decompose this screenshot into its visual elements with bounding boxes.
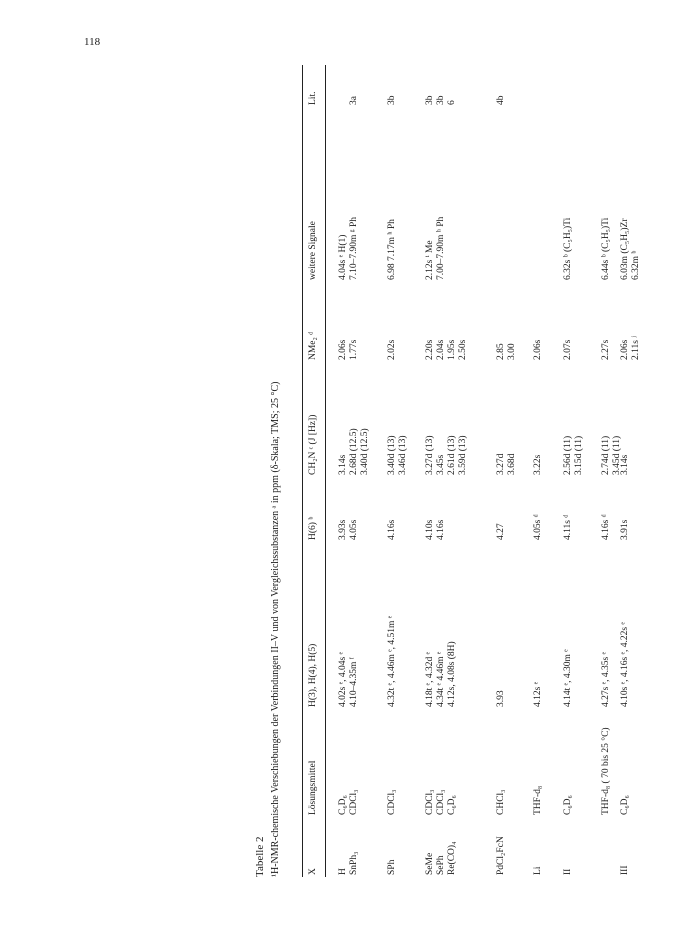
row-10-other [601, 218, 612, 280]
table-cell: 4.16s [436, 519, 446, 540]
table-cell: 3.00 [507, 343, 517, 360]
table-cell: 6 [447, 100, 457, 105]
row-6-lit [447, 100, 458, 105]
row-9-x [563, 869, 574, 875]
page-number: 118 [84, 36, 101, 48]
row-5-solvent [436, 790, 447, 816]
table-cell: 2.61d (13) [447, 435, 457, 475]
table-cell: 6.44s ᵇ (C₅H₅)Ti [601, 217, 611, 280]
header-ch2n: CH₂N ᶜ (J [Hz]) [308, 414, 318, 475]
table-cell: 4.18t ᵉ, 4.32d ᵉ [425, 651, 435, 707]
table-cell: 2.20s [425, 339, 435, 360]
table-cell: 2.06s [338, 339, 348, 360]
table-cell: 2.04s [436, 339, 446, 360]
header-h345: H(3), H(4), H(5) [308, 643, 318, 707]
row-11-nme2 [620, 336, 642, 360]
row-3-lit [387, 96, 398, 106]
table-cell: 3.40d (13) [387, 435, 397, 475]
table-cell: 3.93s [338, 519, 348, 540]
table-cell: PdCl₂FcN [496, 836, 506, 875]
table-title: Tabelle 2 [254, 836, 266, 877]
table-cell: SePh [436, 855, 446, 875]
row-8-solvent [533, 786, 544, 815]
table-cell: SnPh₃ [349, 851, 359, 875]
table-cell: CDCl₃ [436, 789, 446, 815]
table-cell: 3.14s [338, 454, 348, 475]
table-cell: H [338, 868, 348, 875]
table-cell: 3.59d (13) [458, 435, 468, 475]
table-cell: 3.93 [496, 690, 506, 707]
table-cell: 4.12s ᵉ [533, 681, 543, 707]
table-cell: 2.07s [563, 339, 573, 360]
table-cell: C₆D₆ [338, 795, 348, 815]
row-5-ch2n [436, 455, 447, 475]
table-cell: 3.91s [620, 519, 630, 540]
row-9-h6 [563, 515, 574, 540]
row-8-h6 [533, 514, 544, 540]
table-cell: 6.98 7.17m ʰ Ph [387, 219, 397, 280]
table-cell: 4.12s, 4.08s (8H) [447, 641, 457, 707]
row-8-x [533, 867, 544, 875]
row-7-h345 [496, 690, 507, 707]
table-cell: 3b [425, 95, 435, 105]
table-cell: 3b [387, 95, 397, 105]
row-10-h345 [601, 652, 612, 707]
table-cell: 4.34t ᵉ 4.46m ᵉ [436, 651, 446, 707]
row-9-ch2n [563, 436, 585, 475]
row-5-other [436, 217, 447, 280]
row-3-ch2n [387, 435, 409, 475]
table-cell: II [563, 868, 573, 875]
row-4-solvent [425, 790, 436, 816]
header-x: X [308, 868, 318, 875]
table-cell: 3.45s [436, 454, 446, 475]
row-3-h345 [387, 616, 398, 707]
header-other: weitere Signale [308, 221, 318, 280]
table-cell: 4.27s ᵉ, 4.35s ᵉ [601, 651, 611, 707]
row-1-ch2n [338, 455, 349, 475]
table-cell: CDCl₃ [349, 789, 359, 815]
table-cell: THF-d₈ [533, 785, 543, 815]
table-cell: 3.46d (13) [398, 435, 408, 475]
row-3-solvent [387, 790, 398, 816]
row-1-solvent [338, 795, 349, 815]
table-cell: 2.85 [496, 343, 506, 360]
row-6-ch2n [447, 435, 469, 475]
row-11-solvent [620, 795, 631, 815]
table-cell: 3.14s [620, 454, 630, 475]
row-7-ch2n [496, 454, 518, 475]
row-1-nme2 [338, 340, 349, 360]
table-header-rule [325, 65, 326, 877]
table-cell: 6.03m (C₅H₅)Zr [620, 218, 630, 280]
row-8-nme2 [533, 340, 544, 360]
header-nme2: NMe₂ ᵈ [308, 331, 318, 360]
row-4-lit [425, 96, 436, 106]
row-10-nme2 [601, 340, 612, 360]
table-cell: 3.27d (13) [425, 435, 435, 475]
table-top-rule [302, 65, 303, 877]
table-cell: 4.05s ᵈ [533, 514, 543, 540]
row-7-lit [496, 96, 507, 106]
row-4-ch2n [425, 435, 436, 475]
table-cell: C₆D₆ [620, 795, 630, 815]
row-2-solvent [349, 790, 360, 816]
row-2-ch2n [349, 428, 371, 475]
table-cell: 1.77s [349, 339, 359, 360]
table-cell: Re(CO)₄ [447, 841, 457, 875]
table-cell: 3.27d [496, 453, 506, 475]
table-cell: 4.11s ᵈ [563, 514, 573, 540]
table-cell: THF-d₈ ( 70 bis 25 °C) [601, 727, 611, 815]
row-5-h345 [436, 652, 447, 707]
table-cell: 6.32m ᵇ [631, 250, 641, 280]
table-cell: 2.12s ⁱ Me [425, 240, 435, 280]
table-cell: 4.10–4.35m ᶠ [349, 657, 359, 707]
row-1-other [338, 235, 349, 280]
row-5-x [436, 855, 447, 875]
header-h6: H(6) ᵇ [308, 516, 318, 540]
row-4-h345 [425, 652, 436, 707]
table-cell: 3.45d (11) [612, 435, 622, 475]
table-cell: 4.10s ᵉ, 4.16s ᵉ, 4.22s ᵉ [620, 622, 630, 707]
row-3-h6 [387, 520, 398, 540]
table-cell: 3.68d [507, 453, 517, 475]
table-cell: 3a [349, 96, 359, 105]
row-9-solvent [563, 795, 574, 815]
row-2-h6 [349, 520, 360, 540]
table-cell: C₆D₆ [563, 795, 573, 815]
row-3-nme2 [387, 340, 398, 360]
table-cell: 4.32t ᵉ, 4.46m ᵉ, 4.51m ᵉ [387, 615, 397, 707]
row-4-nme2 [425, 340, 436, 360]
table-cell: 2.06s [620, 339, 630, 360]
row-7-x [496, 836, 507, 875]
table-cell: 6.32s ᵇ (C₅H₅)Ti [563, 217, 573, 280]
table-cell: CDCl₃ [387, 789, 397, 815]
table-cell: 4.16s ᵈ [601, 514, 611, 540]
row-4-other [425, 240, 436, 280]
row-7-h6 [496, 523, 507, 540]
table-cell: 2.56d (11) [563, 435, 573, 475]
row-3-other [387, 219, 398, 280]
table-cell: 3b [436, 95, 446, 105]
row-2-x [349, 852, 360, 875]
row-6-solvent [447, 795, 458, 815]
row-11-x [620, 866, 631, 876]
table-cell: 2.27s [601, 339, 611, 360]
row-6-x [447, 842, 458, 875]
table-cell: 4.05s [349, 519, 359, 540]
row-5-h6 [436, 520, 447, 540]
row-2-nme2 [349, 340, 360, 360]
table-cell: CDCl₃ [425, 789, 435, 815]
row-9-nme2 [563, 340, 574, 360]
table-cell: 4.14t ᵉ, 4.30m ᵉ [563, 649, 573, 707]
row-1-h6 [338, 520, 349, 540]
row-5-lit [436, 96, 447, 106]
table-cell: 2.02s [387, 339, 397, 360]
row-10-h6 [601, 514, 612, 540]
table-cell: SeMe [425, 852, 435, 875]
row-1-h345 [338, 652, 349, 707]
row-9-other [563, 218, 574, 280]
table-cell: 4.27 [496, 523, 506, 540]
row-8-h345 [533, 682, 544, 707]
row-4-x [425, 853, 436, 875]
row-5-nme2 [436, 340, 447, 360]
table-cell: 1.95s [447, 339, 457, 360]
row-11-h6 [620, 520, 631, 540]
table-caption: ¹H-NMR-chemische Verschiebungen der Verbindungen II–V und von Vergleichssubstanzen ᵃ in ppm (δ-Skala; TMS; 25 °C) [270, 381, 281, 877]
row-10-solvent [601, 727, 612, 815]
table-cell: C₆D₆ [447, 795, 457, 815]
table-cell: 2.50s [458, 339, 468, 360]
table-cell: 2.74d (11) [601, 435, 611, 475]
table-cell: 3.40d (12.5) [360, 428, 370, 475]
table-cell: 7.10–7.90m ᵍ Ph [349, 216, 359, 280]
table-cell: 7.00–7.90m ʰ Ph [436, 216, 446, 280]
row-1-x [338, 868, 349, 875]
row-6-h345 [447, 641, 458, 707]
row-3-x [387, 860, 398, 875]
row-6-nme2 [447, 340, 469, 360]
table-cell: 4b [496, 95, 506, 105]
row-2-lit [349, 96, 360, 105]
row-7-nme2 [496, 343, 518, 360]
table-cell: III [620, 865, 630, 875]
table-cell: 4.02s ᵉ, 4.04s ᵉ [338, 651, 348, 707]
table-cell: 2.68d (12.5) [349, 428, 359, 475]
header-solvent: Lösungsmittel [308, 760, 318, 815]
table-cell: 4.16s [387, 519, 397, 540]
row-9-h345 [563, 649, 574, 707]
row-2-other [349, 217, 360, 280]
table-cell: CHCl₃ [496, 789, 506, 815]
table-cell: 2.11s ʲ [631, 336, 641, 360]
row-7-solvent [496, 790, 507, 816]
row-2-h345 [349, 657, 360, 707]
row-4-h6 [425, 520, 436, 540]
table-cell: 4.04s ᵉ H(1) [338, 234, 348, 280]
row-11-ch2n [620, 455, 631, 475]
table-cell: 3.22s [533, 454, 543, 475]
table-cell: Li [533, 866, 543, 875]
table-cell: 3.15d (11) [574, 435, 584, 475]
table-cell: 4.10s [425, 519, 435, 540]
row-11-h345 [620, 622, 631, 707]
header-lit: Lit. [308, 91, 318, 105]
table-cell: SPh [387, 859, 397, 875]
row-8-ch2n [533, 455, 544, 475]
table-cell: 2.06s [533, 339, 543, 360]
row-11-other [620, 218, 642, 280]
rotated-table-area [254, 60, 641, 895]
